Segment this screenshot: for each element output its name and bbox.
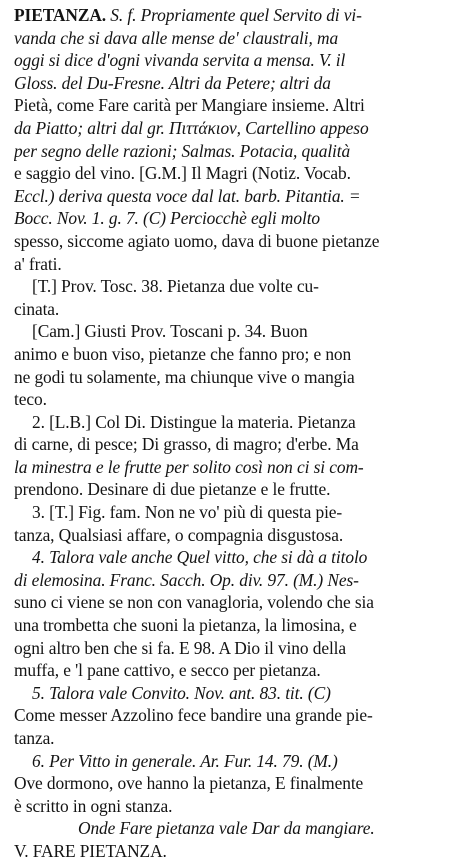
section-line: la minestra e le frutte per solito così non ci si com-: [14, 456, 364, 477]
section-line: Onde Fare pietanza vale Dar da mangiare.: [78, 818, 375, 839]
headword: PIETANZA.: [14, 5, 107, 25]
entry-line: Bocc. Nov. 1. g. 7. (C) Perciocchè egli molto: [14, 208, 321, 229]
section-line: [Cam.] Giusti Prov. Toscani p. 34. Buon: [32, 321, 308, 342]
section-line: di carne, di pesce; Di grasso, di magro; d'erbe. Ma: [14, 434, 359, 455]
section-line: 6. Per Vitto in generale. Ar. Fur. 14. 79. (M.): [32, 750, 338, 771]
entry-line: Gloss. del Du-Fresne. Altri da Petere; altri da: [14, 72, 331, 93]
entry-line: Pietà, come Fare carità per Mangiare insieme. Altri: [14, 95, 365, 116]
section-line: 2. [L.B.] Col Di. Distingue la materia. Pietanza: [32, 411, 356, 432]
entry-line: per segno delle razioni; Salmas. Potacia, qualità: [14, 140, 351, 161]
sense-4: [14, 546, 464, 682]
entry-line: Eccl.) deriva questa voce dal lat. barb. Pitantia. =: [14, 185, 361, 206]
sense-2: [14, 411, 464, 501]
citation-giusti: [14, 320, 464, 410]
citation-prov-tosc: [14, 275, 464, 320]
section-line: 5. Talora vale Convito. Nov. ant. 83. tit. (C): [32, 682, 331, 703]
section-line: suno ci viene se non con vanagloria, volendo che sia: [14, 592, 374, 613]
section-line: [T.] Prov. Tosc. 38. Pietanza due volte cu-: [32, 276, 319, 297]
phrase-fare-pietanza: [14, 817, 464, 862]
sense-6: [14, 750, 464, 818]
section-line: tanza, Qualsiasi affare, o compagnia disgustosa.: [14, 524, 344, 545]
entry-line: da Piatto; altri dal gr. Πιττάκιον, Cartellino appeso: [14, 117, 369, 138]
section-line: 3. [T.] Fig. fam. Non ne vo' più di questa pie-: [32, 502, 343, 523]
section-line: ogni altro ben che si fa. E 98. A Dio il vino della: [14, 637, 347, 658]
dictionary-entry: [14, 4, 464, 863]
sense-3: [14, 501, 464, 546]
entry-line: oggi si dice d'ogni vivanda servita a mensa. V. il: [14, 50, 346, 71]
entry-line: vanda che si dava alle mense de' claustrali, ma: [14, 27, 339, 48]
sense-5: [14, 682, 464, 750]
section-line: muffa, e 'l pane cattivo, e secco per pietanza.: [14, 660, 321, 681]
section-line: cinata.: [14, 298, 60, 319]
section-line: 4. Talora vale anche Quel vitto, che si dà a titolo: [32, 547, 368, 568]
entry-line: [14, 4, 464, 27]
entry-text: S. f. Propriamente quel Servito di vi-: [110, 5, 362, 25]
section-line: Ove dormono, ove hanno la pietanza, E finalmente: [14, 773, 364, 794]
section-line: Come messer Azzolino fece bandire una grande pie-: [14, 705, 373, 726]
section-line: tanza.: [14, 728, 55, 748]
section-line: è scritto in ogni stanza.: [14, 795, 173, 816]
section-line: prendono. Desinare di due pietanze e le frutte.: [14, 479, 331, 500]
section-line: animo e buon viso, pietanze che fanno pro; e non: [14, 343, 352, 364]
section-line: di elemosina. Franc. Sacch. Op. div. 97. (M.) Nes-: [14, 569, 359, 590]
entry-definition: [14, 4, 464, 275]
section-line: una trombetta che suoni la pietanza, la limosina, e: [14, 615, 357, 636]
section-line: teco.: [14, 389, 47, 410]
entry-line: spesso, siccome agiato uomo, dava di buone pietanze: [14, 230, 380, 251]
entry-line: e saggio del vino. [G.M.] Il Magri (Notiz. Vocab.: [14, 163, 351, 184]
cross-reference: V. FARE PIETANZA.: [14, 840, 167, 861]
entry-line: a' frati.: [14, 253, 62, 274]
section-line: ne godi tu solamente, ma chiunque vive o mangia: [14, 366, 355, 387]
